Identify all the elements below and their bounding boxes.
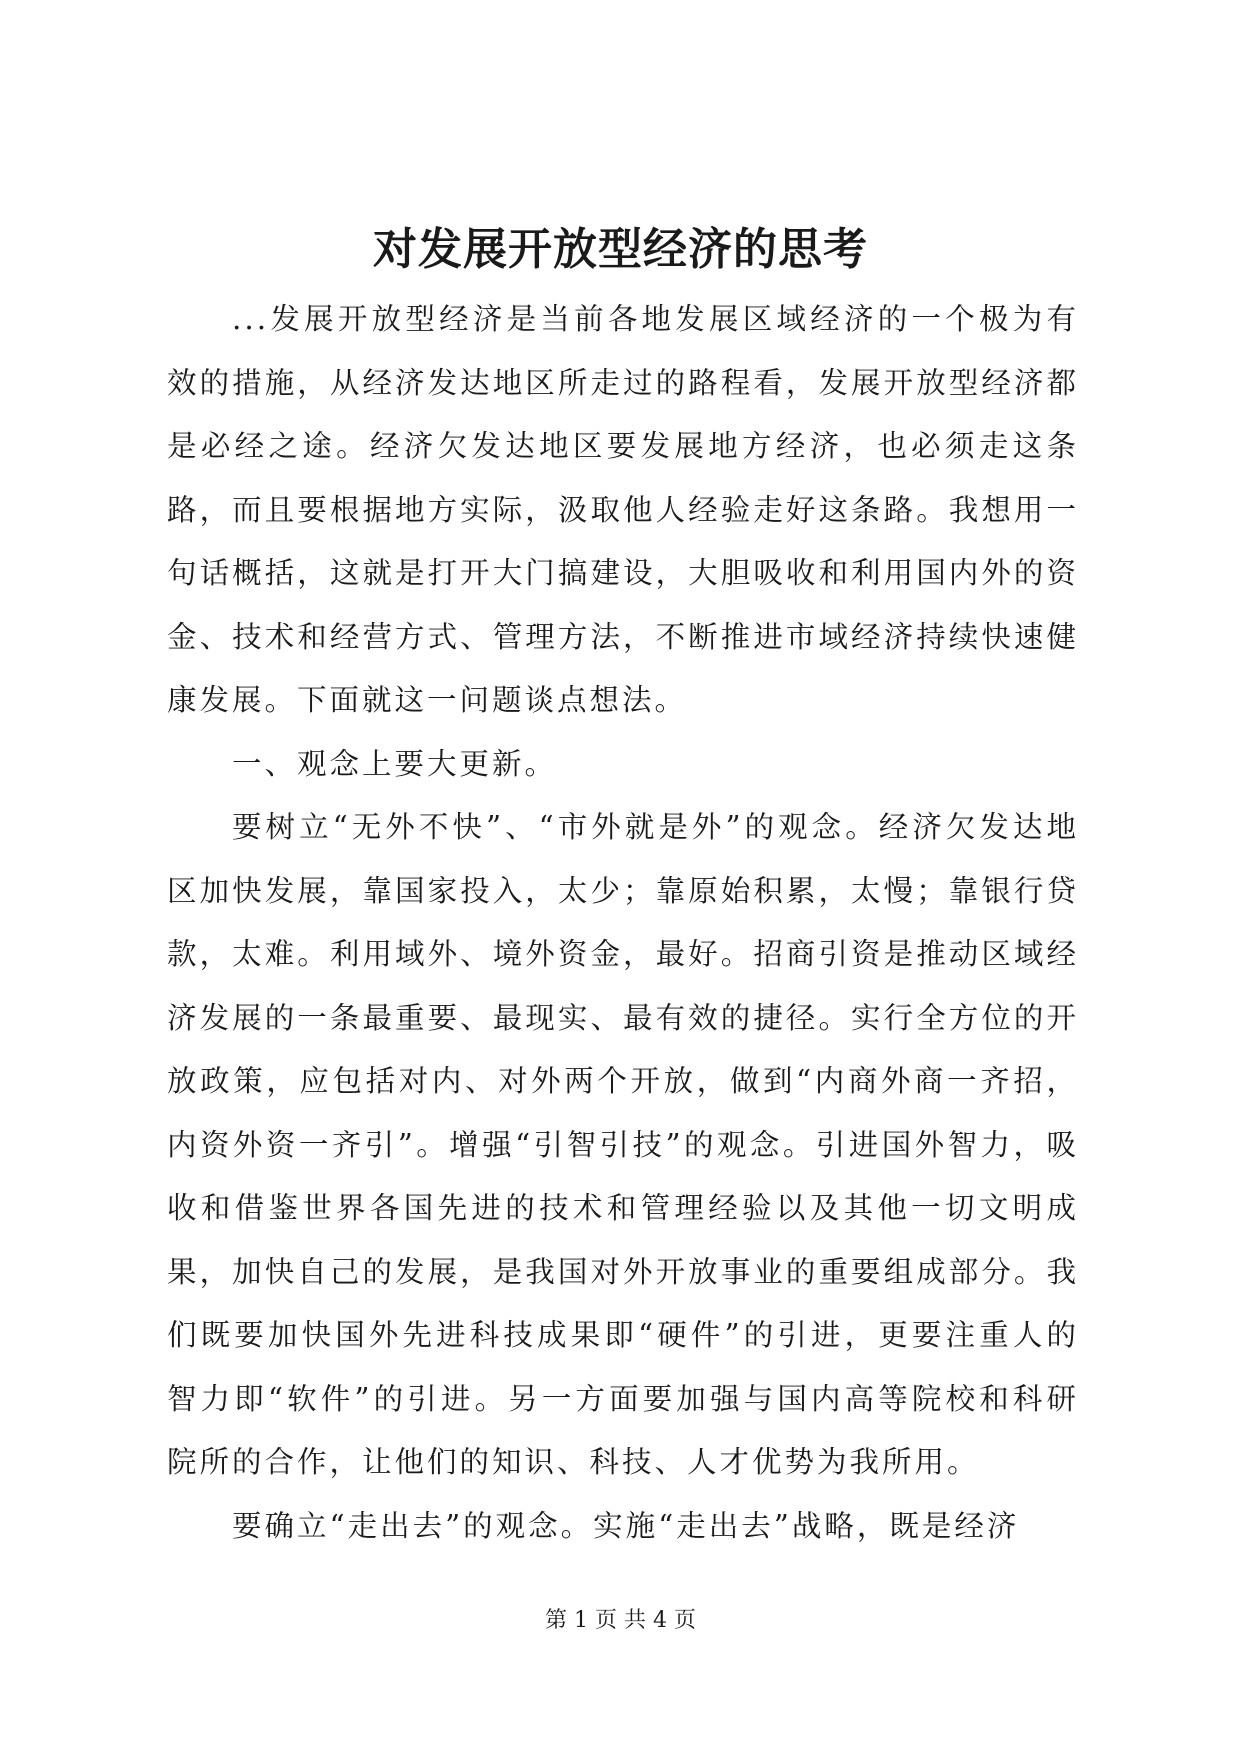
paragraph-intro: ...发展开放型经济是当前各地发展区域经济的一个极为有效的措施，从经济发达地区所走过的路程看，发展开放型经济都是必经之途。经济欠发达地区要发展地方经济，也必须走这条路，而且要根据地方实际，汲取他人经验走好这条路。我想用一句话概括，这就是打开大门搞建设，大胆吸收和利用国内外的资金、技术和经营方式、管理方法，不断推进市域经济持续快速健康发展。下面就这一问题谈点想法。 xyxy=(167,302,1079,717)
document-body xyxy=(167,288,1079,1558)
document-title: 对发展开放型经济的思考 xyxy=(373,224,868,275)
paragraph-body-1: 要树立“无外不快”、“市外就是外”的观念。经济欠发达地区加快发展，靠国家投入，太少；靠原始积累，太慢；靠银行贷款，太难。利用域外、境外资金，最好。招商引资是推动区域经济发展的一条最重要、最现实、最有效的捷径。实行全方位的开放政策，应包括对内、对外两个开放，做到“内商外商一齐招，内资外资一齐引”。增强“引智引技”的观念。引进国外智力，吸收和借鉴世界各国先进的技术和管理经验以及其他一切文明成果，加快自己的发展，是我国对外开放事业的重要组成部分。我们既要加快国外先进科技成果即“硬件”的引进，更要注重人的智力即“软件”的引进。另一方面要加强与国内高等院校和科研院所的合作，让他们的知识、科技、人才优势为我所用。 xyxy=(167,810,1079,1479)
page-number-footer: 第 1 页 共 4 页 xyxy=(545,1608,696,1633)
paragraph-body-2: 要确立“走出去”的观念。实施“走出去”战略，既是经济 xyxy=(232,1508,1020,1543)
section-heading-1: 一、观念上要大更新。 xyxy=(232,746,558,781)
